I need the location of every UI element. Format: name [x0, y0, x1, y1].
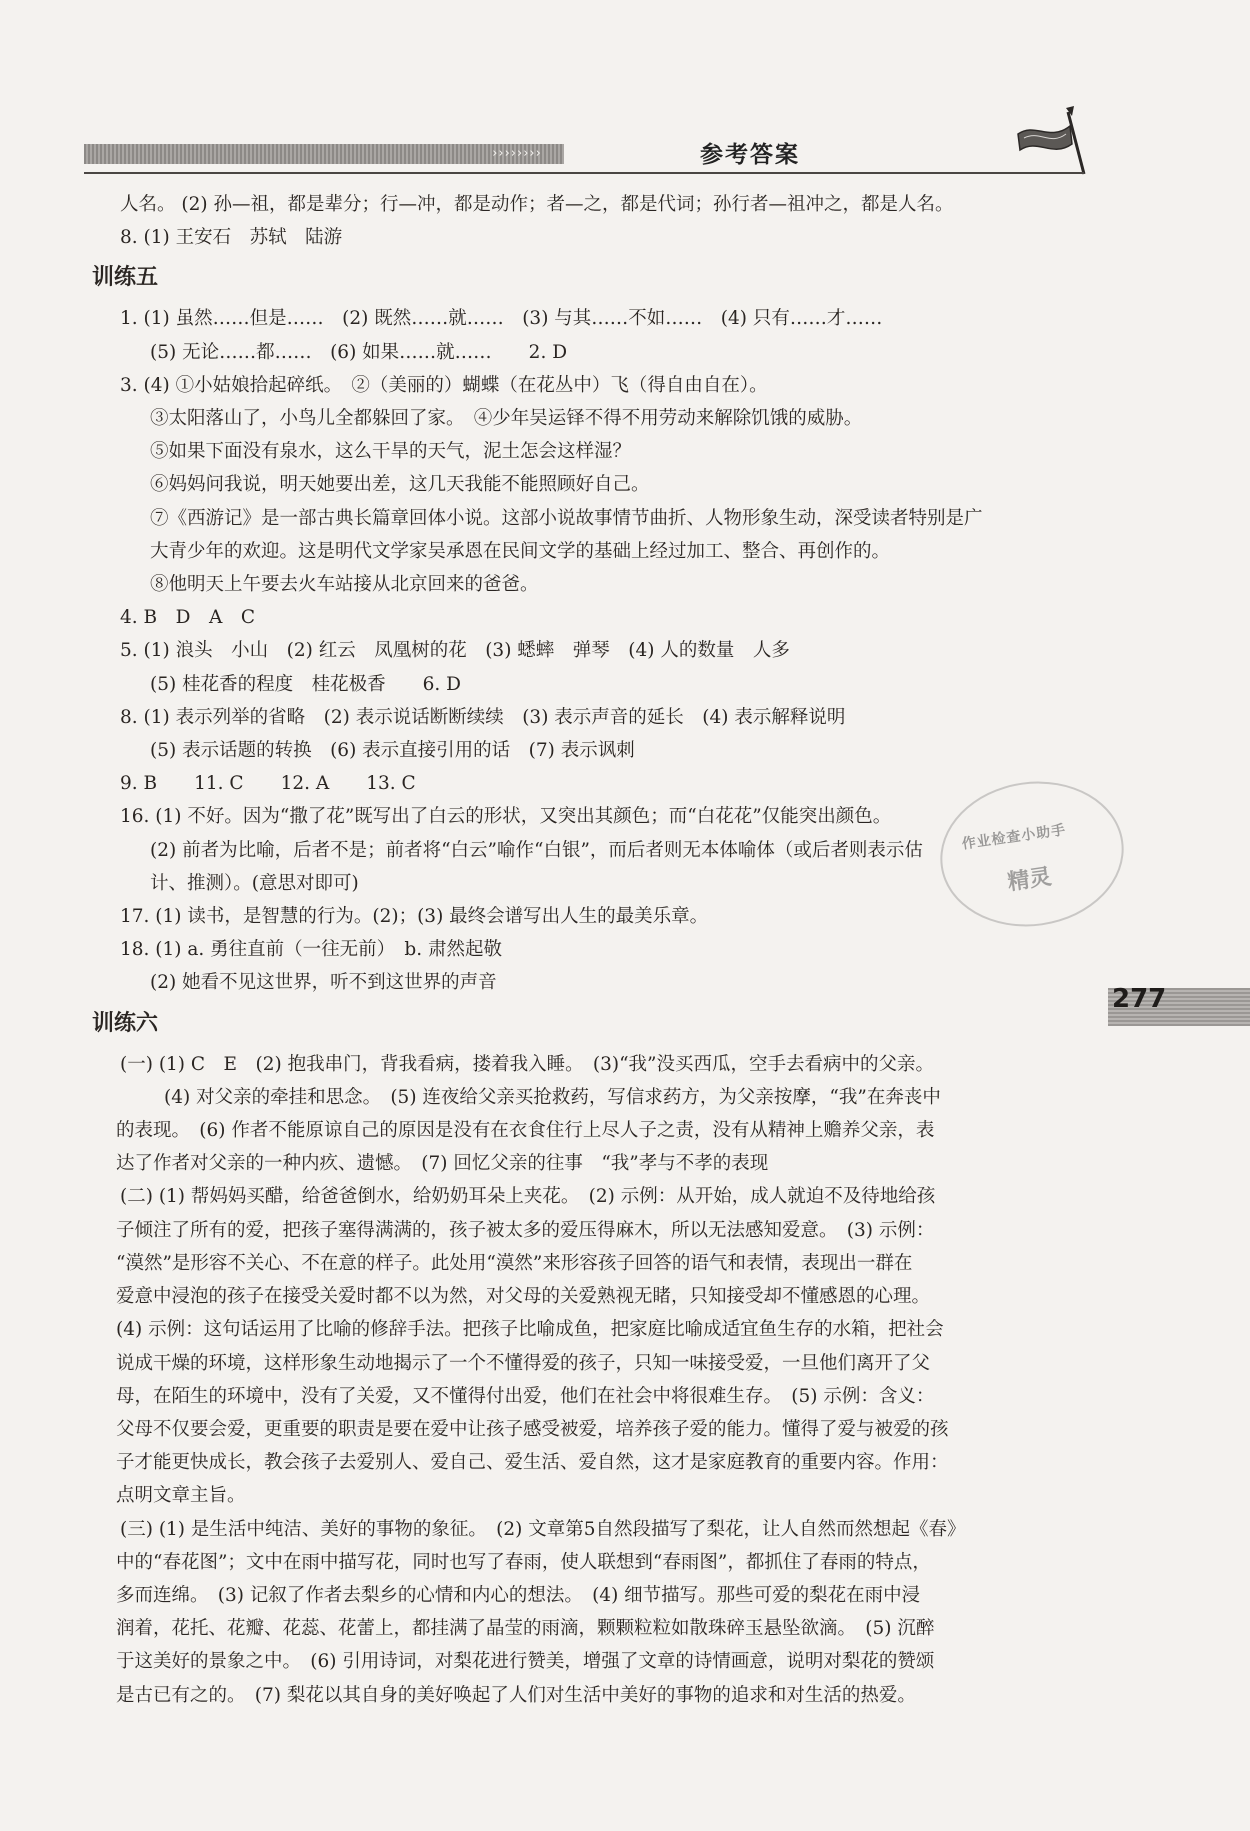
- answer-line: “漠然”是形容不关心、不在意的样子。此处用“漠然”来形容孩子回答的语气和表情，表现出一群在: [116, 1252, 913, 1274]
- flag-icon: [1010, 104, 1100, 176]
- answer-line: 是古已有之的。 (7) 梨花以其自身的美好唤起了人们对生活中美好的事物的追求和对生活的热爱。: [116, 1684, 916, 1706]
- answer-line: 说成干燥的环境，这样形象生动地揭示了一个不懂得爱的孩子，只知一味接受爱，一旦他们离开了父: [116, 1352, 931, 1374]
- answer-line: ⑤如果下面没有泉水，这么干旱的天气，泥土怎会这样湿？: [150, 441, 632, 463]
- answer-line: 3. (4) ①小姑娘拾起碎纸。 ②（美丽的）蝴蝶（在花丛中）飞（得自由自在）。: [120, 374, 768, 396]
- answer-line: 母，在陌生的环境中，没有了关爱，又不懂得付出爱，他们在社会中将很难生存。 (5) 示例：含义：: [116, 1385, 935, 1407]
- answer-line: 8. (1) 王安石 苏轼 陆游: [120, 227, 343, 249]
- answer-line: 5. (1) 浪头 小山 (2) 红云 凤凰树的花 (3) 蟋蟀 弹琴 (4) 人的数量 人多: [120, 640, 790, 662]
- section-heading-6: 训练六: [92, 1010, 159, 1036]
- stamp-text-2: 精灵: [1006, 864, 1054, 896]
- answer-line: 父母不仅要会爱，更重要的职责是要在爱中让孩子感受被爱，培养孩子爱的能力。懂得了爱与被爱的孩: [116, 1418, 949, 1440]
- stamp-text-1: 作业检查小助手: [960, 822, 1068, 853]
- answer-line: (2) 前者为比喻，后者不是；前者将“白云”喻作“白银”，而后者则无本体喻体（或后者则表示估: [150, 839, 923, 861]
- answer-line: 子倾注了所有的爱，把孩子塞得满满的，孩子被太多的爱压得麻木，所以无法感知爱意。 (3) 示例：: [116, 1219, 935, 1241]
- answer-content: [92, 188, 1100, 1712]
- answer-line: 的表现。 (6) 作者不能原谅自己的原因是没有在衣食住行上尽人子之责，没有从精神上赡养父亲，表: [116, 1120, 935, 1142]
- answer-line: (5) 无论……都…… (6) 如果……就…… 2. D: [150, 341, 568, 363]
- header-rule: [84, 172, 1084, 174]
- answer-line: 17. (1) 读书，是智慧的行为。(2)；(3) 最终会谱写出人生的最美乐章。: [120, 906, 709, 928]
- answer-line: 点明文章主旨。: [116, 1485, 246, 1507]
- answer-line: 于这美好的景象之中。 (6) 引用诗词，对梨花进行赞美，增强了文章的诗情画意，说明对梨花的赞颂: [116, 1651, 935, 1673]
- answer-line: (2) 她看不见这世界，听不到这世界的声音: [150, 972, 497, 994]
- answer-line: 1. (1) 虽然……但是…… (2) 既然……就…… (3) 与其……不如…… (4) 只有……才……: [120, 308, 883, 330]
- answer-line: ③太阳落山了，小鸟儿全都躲回了家。 ④少年吴运铎不得不用劳动来解除饥饿的威胁。: [150, 408, 863, 430]
- answer-line: 18. (1) a. 勇往直前（一往无前） b. 肃然起敬: [120, 939, 503, 961]
- answer-line: 爱意中浸泡的孩子在接受关爱时都不以为然，对父母的关爱熟视无睹，只知接受却不懂感恩的心理。: [116, 1286, 931, 1308]
- answer-line: 多而连绵。 (3) 记叙了作者去梨乡的心情和内心的想法。 (4) 细节描写。那些可爱的梨花在雨中浸: [116, 1584, 921, 1606]
- answer-line: 中的“春花图”；文中在雨中描写花，同时也写了春雨，使人联想到“春雨图”，都抓住了春雨的特点，: [116, 1551, 931, 1573]
- answer-line: 4. B D A C: [120, 607, 255, 629]
- answer-line: (三) (1) 是生活中纯洁、美好的事物的象征。 (2) 文章第5自然段描写了梨花，让人自然而然想起《春》: [120, 1518, 966, 1540]
- header-title: 参考答案: [700, 142, 800, 168]
- answer-line: 子才能更快成长，教会孩子去爱别人、爱自己、爱生活、爱自然，这才是家庭教育的重要内容。作用：: [116, 1452, 949, 1474]
- answer-line: 人名。 (2) 孙—祖，都是辈分；行—冲，都是动作；者—之，都是代词；孙行者—祖冲之，都是人名。: [120, 194, 954, 215]
- section-heading-5: 训练五: [92, 265, 159, 291]
- answer-line: (4) 对父亲的牵挂和思念。 (5) 连夜给父亲买抢救药，写信求药方，为父亲按摩，“我”在奔丧中: [164, 1086, 941, 1108]
- answer-line: 9. B 11. C 12. A 13. C: [120, 773, 416, 795]
- answer-line: (一) (1) C E (2) 抱我串门，背我看病，搂着我入睡。 (3)“我”没买西瓜，空手去看病中的父亲。: [120, 1053, 935, 1075]
- answer-line: ⑧他明天上午要去火车站接从北京回来的爸爸。: [150, 574, 539, 596]
- answer-line: 计、推测）。(意思对即可): [150, 872, 359, 894]
- answer-line: (5) 桂花香的程度 桂花极香 6. D: [150, 673, 461, 695]
- answer-line: 达了作者对父亲的一种内疚、遗憾。 (7) 回忆父亲的往事 “我”孝与不孝的表现: [116, 1153, 769, 1175]
- header-arrows: ››››››››: [492, 146, 542, 161]
- answer-line: 润着，花托、花瓣、花蕊、花蕾上，都挂满了晶莹的雨滴，颗颗粒粒如散珠碎玉悬坠欲滴。 (5) 沉醉: [116, 1618, 935, 1640]
- answer-line: (4) 示例：这句话运用了比喻的修辞手法。把孩子比喻成鱼，把家庭比喻成适宜鱼生存的水箱，把社会: [116, 1319, 944, 1341]
- answer-line: ⑥妈妈问我说，明天她要出差，这几天我能不能照顾好自己。: [150, 474, 650, 496]
- answer-line: 大青少年的欢迎。这是明代文学家吴承恩在民间文学的基础上经过加工、整合、再创作的。: [150, 540, 891, 562]
- answer-line: 8. (1) 表示列举的省略 (2) 表示说话断断续续 (3) 表示声音的延长 (4) 表示解释说明: [120, 706, 846, 728]
- answer-line: 16. (1) 不好。因为“撒了花”既写出了白云的形状，又突出其颜色；而“白花花”仅能突出颜色。: [120, 806, 892, 828]
- page-number: 277: [1112, 984, 1167, 1014]
- answer-line: (5) 表示话题的转换 (6) 表示直接引用的话 (7) 表示讽刺: [150, 740, 635, 762]
- answer-line: ⑦《西游记》是一部古典长篇章回体小说。这部小说故事情节曲折、人物形象生动，深受读者特别是广: [150, 507, 983, 529]
- answer-line: (二) (1) 帮妈妈买醋，给爸爸倒水，给奶奶耳朵上夹花。 (2) 示例：从开始，成人就迫不及待地给孩: [120, 1186, 936, 1208]
